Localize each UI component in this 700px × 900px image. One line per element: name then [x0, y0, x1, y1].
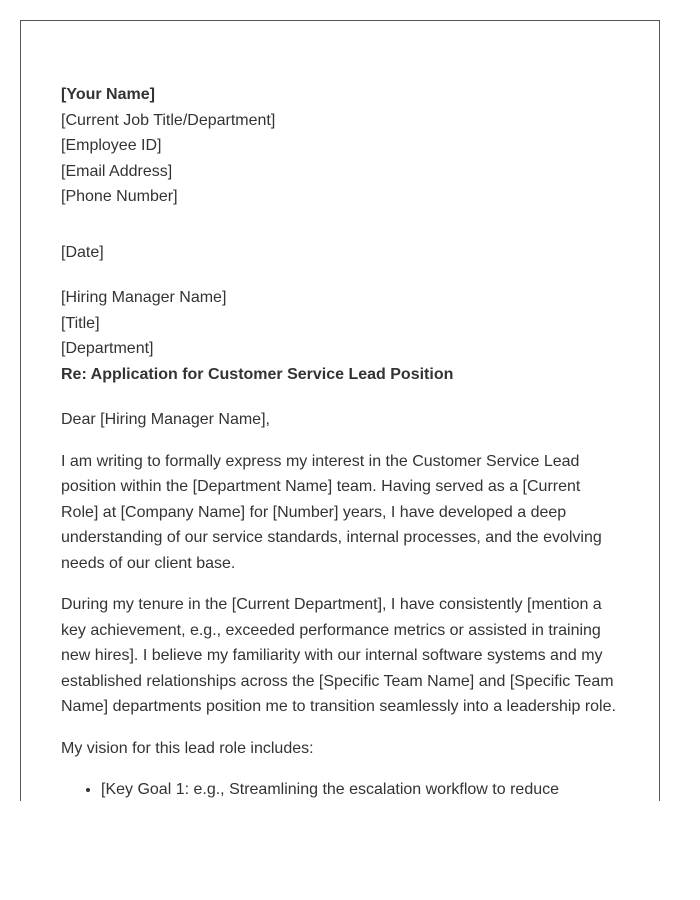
- date-block: [61, 240, 621, 266]
- goal-item-1: • [Key Goal 1: e.g., Streamlining the escalation workflow to reduce: [101, 777, 621, 801]
- recipient-title: [Title]: [61, 314, 100, 332]
- recipient-name: [Hiring Manager Name]: [61, 289, 227, 306]
- recipient-block: [61, 285, 621, 387]
- sender-job-title: [Current Job Title/Department]: [61, 111, 276, 129]
- goals-list: [61, 777, 621, 801]
- letter-subject: Re: Application for Customer Service Lead Position: [61, 365, 454, 383]
- sender-name: [Your Name]: [61, 86, 155, 103]
- sender-employee-id: [Employee ID]: [61, 137, 162, 154]
- recipient-department: [Department]: [61, 340, 154, 357]
- letter-content: [61, 82, 621, 801]
- body-paragraph-2: During my tenure in the [Current Department], I have consistently [mention a key achievement, e.g., exceeded performance metrics or assisted in training new hires]. I believe my familiarity with our internal software systems and my established relationships across the [Specific Team Name] and [Specific Team Name] departments position me to transition seamlessly into a leadership role.: [61, 596, 616, 715]
- sender-block: [61, 82, 621, 210]
- sender-email: [Email Address]: [61, 162, 173, 180]
- sender-phone: [Phone Number]: [61, 188, 178, 205]
- body-paragraph-1: I am writing to formally express my interest in the Customer Service Lead position within the [Department Name] team. Having served as a [Current Role] at [Company Name] for [Number] years, I have developed a deep understanding of our service standards, internal processes, and the evolving needs of our client base.: [61, 452, 602, 572]
- letter-page: [20, 20, 660, 801]
- salutation: Dear [Hiring Manager Name],: [61, 411, 270, 428]
- body-paragraph-3: My vision for this lead role includes:: [61, 739, 314, 757]
- letter-date: [Date]: [61, 243, 104, 261]
